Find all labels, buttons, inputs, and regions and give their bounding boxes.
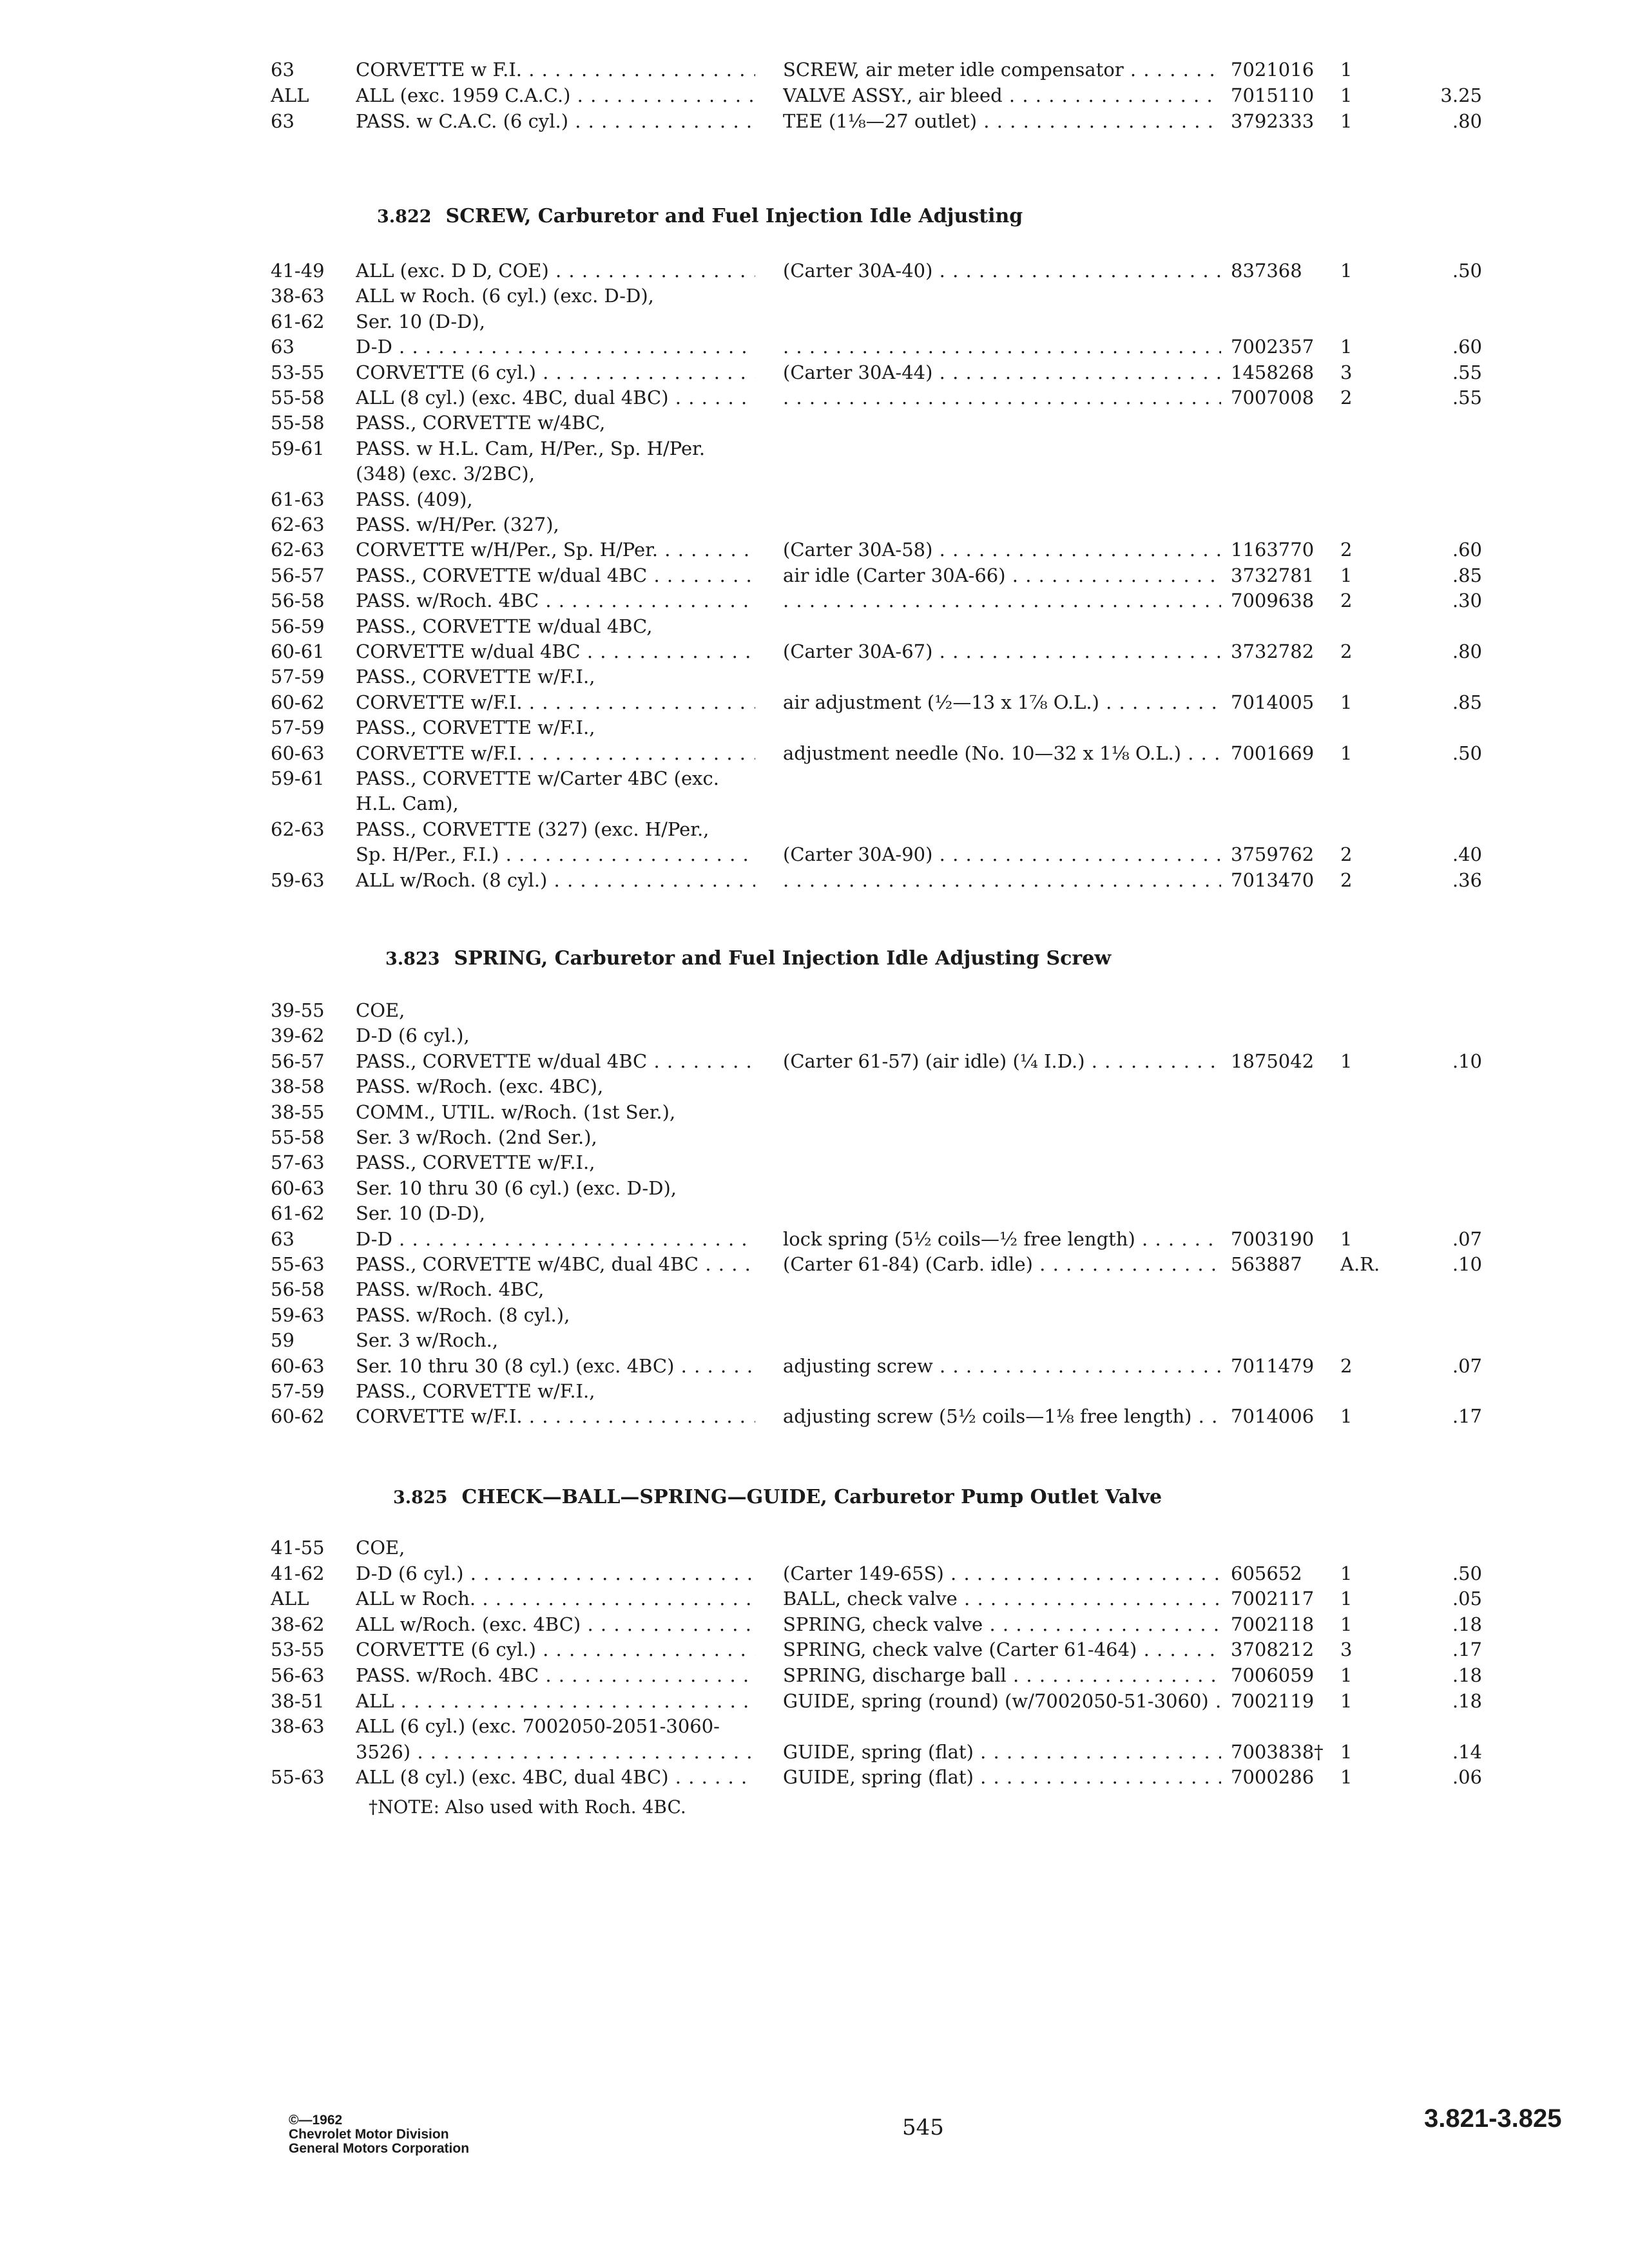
- table-row: [0, 562, 1629, 588]
- description-cell: (Carter 30A-44) . . .: [783, 360, 1221, 385]
- table-row: [0, 791, 1629, 816]
- quantity-cell: 1: [1340, 110, 1353, 132]
- table-row: [0, 997, 1629, 1023]
- quantity-cell: 1: [1340, 1588, 1353, 1610]
- part-number-cell: 7006059: [1231, 1664, 1315, 1686]
- quantity-cell: 2: [1340, 387, 1353, 408]
- quantity-cell: 1: [1340, 1689, 1353, 1712]
- description-cell: [783, 588, 1221, 613]
- part-number-cell: 1458268: [1231, 361, 1315, 383]
- years-cell: 63: [271, 59, 294, 81]
- application-cell: PASS. w/Roch. 4BC,: [356, 1278, 545, 1301]
- quantity-cell: 2: [1340, 1354, 1353, 1377]
- description-cell: (Carter 30A-58) . . .: [783, 537, 1221, 562]
- part-number-cell: 7014005: [1231, 691, 1315, 713]
- description-cell: adjusting screw . . .: [783, 1353, 1221, 1379]
- quantity-cell: 1: [1340, 691, 1353, 713]
- section-title: SPRING, Carburetor and Fuel Injection Idle Adjusting Screw: [454, 947, 1112, 970]
- part-number-cell: 605652: [1231, 1562, 1302, 1584]
- section-heading: [377, 205, 1023, 227]
- table-row: [0, 360, 1629, 385]
- years-cell: 38-62: [271, 1613, 325, 1635]
- quantity-cell: 2: [1340, 640, 1353, 662]
- table-row: [0, 816, 1629, 842]
- price-cell: .17: [1452, 1405, 1482, 1428]
- table-row: [0, 436, 1629, 461]
- table-row: [0, 1662, 1629, 1688]
- years-cell: 56-59: [271, 615, 325, 637]
- quantity-cell: 2: [1340, 869, 1353, 891]
- years-cell: 56-57: [271, 1050, 325, 1072]
- application-cell: D-D . . .: [356, 1226, 755, 1252]
- price-cell: .10: [1452, 1253, 1482, 1275]
- application-cell: H.L. Cam),: [356, 793, 459, 815]
- years-cell: 61-62: [271, 310, 325, 332]
- table-row: [0, 1561, 1629, 1586]
- application-cell: PASS., CORVETTE w/F.I.,: [356, 716, 595, 739]
- table-row: [0, 1149, 1629, 1175]
- application-cell: PASS., CORVETTE w/dual 4BC,: [356, 615, 653, 637]
- section-number: 3.822: [377, 207, 432, 227]
- application-cell: D-D . . .: [356, 334, 755, 360]
- application-cell: ALL w Roch. (6 cyl.) (exc. D-D),: [356, 285, 654, 307]
- section-range: 3.821-3.825: [1424, 2104, 1562, 2133]
- application-cell: Ser. 10 thru 30 (8 cyl.) (exc. 4BC) . . .: [356, 1353, 755, 1379]
- price-cell: .17: [1452, 1639, 1482, 1661]
- description-cell: (Carter 61-84) (Carb. idle) . . .: [783, 1251, 1221, 1277]
- table-row: [0, 1175, 1629, 1201]
- price-cell: .55: [1452, 387, 1482, 408]
- quantity-cell: 3: [1340, 1639, 1353, 1661]
- application-cell: ALL w/Roch. (8 cyl.) . . .: [356, 867, 755, 893]
- table-row: [0, 537, 1629, 562]
- description-cell: VALVE ASSY., air bleed . . .: [783, 82, 1221, 108]
- price-cell: .40: [1452, 843, 1482, 866]
- description-cell: BALL, check valve . . .: [783, 1586, 1221, 1611]
- years-cell: 62-63: [271, 818, 325, 840]
- application-cell: ALL (exc. 1959 C.A.C.) . . .: [356, 82, 755, 108]
- description-cell: (Carter 30A-90) . . .: [783, 841, 1221, 867]
- years-cell: 59-63: [271, 1303, 325, 1326]
- application-cell: PASS. w/Roch. 4BC . . .: [356, 588, 755, 613]
- description-cell: SPRING, discharge ball . . .: [783, 1662, 1221, 1688]
- years-cell: 62-63: [271, 539, 325, 561]
- years-cell: 38-63: [271, 285, 325, 307]
- part-number-cell: 3732782: [1231, 640, 1315, 662]
- quantity-cell: 1: [1340, 84, 1353, 106]
- corporation-name: General Motors Corporation: [289, 2141, 470, 2156]
- part-number-cell: 3792333: [1231, 110, 1315, 132]
- description-cell: air idle (Carter 30A-66) . . .: [783, 562, 1221, 588]
- table-row: [0, 1764, 1629, 1790]
- section-title: CHECK—BALL—SPRING—GUIDE, Carburetor Pump Outlet Valve: [461, 1486, 1162, 1508]
- application-cell: PASS., CORVETTE w/4BC, dual 4BC . . .: [356, 1251, 755, 1277]
- section-number: 3.825: [393, 1488, 448, 1508]
- description-cell: [783, 867, 1221, 893]
- price-cell: .85: [1452, 691, 1482, 713]
- footer-imprint: [289, 2113, 469, 2156]
- price-cell: .18: [1452, 1689, 1482, 1712]
- application-cell: Ser. 10 (D-D),: [356, 1202, 485, 1225]
- section-heading: [385, 947, 1111, 970]
- application-cell: CORVETTE w/F.I. . . .: [356, 689, 755, 715]
- application-cell: PASS. (409),: [356, 488, 473, 510]
- years-cell: 41-55: [271, 1537, 325, 1559]
- part-number-cell: 7009638: [1231, 590, 1315, 612]
- table-row: [0, 1200, 1629, 1226]
- years-cell: 60-63: [271, 1177, 325, 1199]
- application-cell: PASS., CORVETTE w/dual 4BC . . .: [356, 562, 755, 588]
- years-cell: 56-57: [271, 564, 325, 586]
- application-cell: D-D (6 cyl.),: [356, 1024, 470, 1047]
- table-row: [0, 1378, 1629, 1404]
- application-cell: CORVETTE w/F.I. . . .: [356, 740, 755, 766]
- table-row: [0, 1073, 1629, 1099]
- price-cell: .36: [1452, 869, 1482, 891]
- description-cell: (Carter 30A-40) . . .: [783, 258, 1221, 284]
- price-cell: .06: [1452, 1766, 1482, 1789]
- table-row: [0, 765, 1629, 791]
- table-row: [0, 1251, 1629, 1277]
- application-cell: (348) (exc. 3/2BC),: [356, 463, 535, 485]
- description-cell: air adjustment (½—13 x 1⅞ O.L.) . . .: [783, 689, 1221, 715]
- application-cell: PASS., CORVETTE w/4BC,: [356, 412, 606, 434]
- application-cell: COE,: [356, 1537, 405, 1559]
- years-cell: 41-62: [271, 1562, 325, 1584]
- years-cell: 62-63: [271, 514, 325, 535]
- years-cell: 60-62: [271, 691, 325, 713]
- years-cell: 56-58: [271, 1278, 325, 1301]
- table-row: [0, 1226, 1629, 1252]
- table-row: [0, 1739, 1629, 1765]
- price-cell: .55: [1452, 361, 1482, 383]
- description-cell: [783, 385, 1221, 410]
- table-row: [0, 1302, 1629, 1328]
- part-number-cell: 7002119: [1231, 1689, 1315, 1712]
- years-cell: 63: [271, 110, 294, 132]
- table-row: [0, 410, 1629, 436]
- table-row: [0, 385, 1629, 410]
- footnote: †NOTE: Also used with Roch. 4BC.: [369, 1796, 686, 1818]
- price-cell: .85: [1452, 564, 1482, 586]
- table-row: [0, 309, 1629, 334]
- table-row: [0, 1327, 1629, 1353]
- years-cell: 38-63: [271, 1715, 325, 1738]
- application-cell: Ser. 10 thru 30 (6 cyl.) (exc. D-D),: [356, 1177, 677, 1199]
- application-cell: PASS., CORVETTE w/F.I.,: [356, 666, 595, 688]
- table-row: [0, 1535, 1629, 1561]
- years-cell: 55-58: [271, 1126, 325, 1148]
- description-cell: SCREW, air meter idle compensator . . .: [783, 57, 1221, 82]
- application-cell: PASS. w/Roch. 4BC . . .: [356, 1662, 755, 1688]
- application-cell: D-D (6 cyl.) . . .: [356, 1561, 755, 1586]
- description-cell: SPRING, check valve . . .: [783, 1611, 1221, 1637]
- application-cell: PASS. w C.A.C. (6 cyl.) . . .: [356, 108, 755, 134]
- application-cell: CORVETTE w F.I. . . .: [356, 57, 755, 82]
- years-cell: 53-55: [271, 361, 325, 383]
- part-number-cell: 7002117: [1231, 1588, 1315, 1610]
- application-cell: PASS. w/Roch. (exc. 4BC),: [356, 1075, 604, 1098]
- quantity-cell: 1: [1340, 1405, 1353, 1428]
- years-cell: 60-61: [271, 640, 325, 662]
- table-row: [0, 57, 1629, 82]
- part-number-cell: 1875042: [1231, 1050, 1315, 1072]
- table-row: [0, 1611, 1629, 1637]
- years-cell: 59-61: [271, 437, 325, 459]
- application-cell: CORVETTE w/dual 4BC . . .: [356, 639, 755, 664]
- quantity-cell: 1: [1340, 1613, 1353, 1635]
- table-row: [0, 664, 1629, 689]
- part-number-cell: 7014006: [1231, 1405, 1315, 1428]
- application-cell: PASS. w/H/Per. (327),: [356, 514, 559, 535]
- table-row: [0, 639, 1629, 664]
- price-cell: .50: [1452, 742, 1482, 764]
- years-cell: 57-59: [271, 666, 325, 688]
- years-cell: 60-62: [271, 1405, 325, 1428]
- application-cell: Sp. H/Per., F.I.) . . .: [356, 841, 755, 867]
- description-cell: (Carter 61-57) (air idle) (¼ I.D.) . . .: [783, 1048, 1221, 1074]
- part-number-cell: 7003190: [1231, 1227, 1315, 1250]
- price-cell: .14: [1452, 1740, 1482, 1763]
- quantity-cell: 2: [1340, 843, 1353, 866]
- part-number-cell: 3759762: [1231, 843, 1315, 866]
- part-number-cell: 7002357: [1231, 336, 1315, 358]
- quantity-cell: 1: [1340, 742, 1353, 764]
- part-number-cell: 1163770: [1231, 539, 1315, 561]
- part-number-cell: 7003838†: [1231, 1740, 1324, 1763]
- application-cell: ALL w/Roch. (exc. 4BC) . . .: [356, 1611, 755, 1637]
- application-cell: ALL (exc. D D, COE) . . .: [356, 258, 755, 284]
- table-row: [0, 1688, 1629, 1714]
- application-cell: ALL . . .: [356, 1688, 755, 1714]
- table-row: [0, 689, 1629, 715]
- quantity-cell: 1: [1340, 1766, 1353, 1789]
- quantity-cell: 1: [1340, 1664, 1353, 1686]
- years-cell: 38-58: [271, 1075, 325, 1098]
- table-row: [0, 1276, 1629, 1302]
- table-row: [0, 715, 1629, 740]
- years-cell: 38-55: [271, 1100, 325, 1123]
- part-number-cell: 3708212: [1231, 1639, 1315, 1661]
- part-number-cell: 563887: [1231, 1253, 1302, 1275]
- years-cell: 60-63: [271, 742, 325, 764]
- part-number-cell: 7007008: [1231, 387, 1315, 408]
- quantity-cell: 1: [1340, 1227, 1353, 1250]
- application-cell: CORVETTE (6 cyl.) . . .: [356, 1637, 755, 1662]
- price-cell: .80: [1452, 110, 1482, 132]
- table-row: [0, 1637, 1629, 1662]
- part-number-cell: 837368: [1231, 260, 1302, 282]
- price-cell: .07: [1452, 1354, 1482, 1377]
- description-cell: lock spring (5½ coils—½ free length) . . .: [783, 1226, 1221, 1252]
- application-cell: PASS., CORVETTE w/dual 4BC . . .: [356, 1048, 755, 1074]
- section-title: SCREW, Carburetor and Fuel Injection Idle Adjusting: [445, 205, 1023, 227]
- price-cell: .60: [1452, 539, 1482, 561]
- application-cell: CORVETTE w/H/Per., Sp. H/Per. . . .: [356, 537, 755, 562]
- section-number: 3.823: [385, 949, 440, 969]
- years-cell: 56-63: [271, 1664, 325, 1686]
- application-cell: COMM., UTIL. w/Roch. (1st Ser.),: [356, 1100, 676, 1123]
- quantity-cell: 2: [1340, 539, 1353, 561]
- description-cell: SPRING, check valve (Carter 61-464) . . .: [783, 1637, 1221, 1662]
- table-row: [0, 1023, 1629, 1048]
- table-row: [0, 1048, 1629, 1074]
- table-row: [0, 1099, 1629, 1125]
- description-cell: GUIDE, spring (flat) . . .: [783, 1764, 1221, 1790]
- table-row: [0, 588, 1629, 613]
- description-cell: GUIDE, spring (round) (w/7002050-51-3060) . . .: [783, 1688, 1221, 1714]
- copyright: ©—1962: [289, 2113, 343, 2128]
- part-number-cell: 7011479: [1231, 1354, 1315, 1377]
- table-row: [0, 486, 1629, 512]
- years-cell: 57-63: [271, 1151, 325, 1174]
- years-cell: 39-62: [271, 1024, 325, 1047]
- table-row: [0, 1713, 1629, 1739]
- years-cell: 59-63: [271, 869, 325, 891]
- part-number-cell: 7021016: [1231, 59, 1315, 81]
- part-number-cell: 7000286: [1231, 1766, 1315, 1789]
- table-row: [0, 841, 1629, 867]
- quantity-cell: 1: [1340, 336, 1353, 358]
- application-cell: CORVETTE w/F.I. . . .: [356, 1403, 755, 1429]
- quantity-cell: 1: [1340, 260, 1353, 282]
- table-row: [0, 512, 1629, 537]
- years-cell: 53-55: [271, 1639, 325, 1661]
- quantity-cell: 2: [1340, 590, 1353, 612]
- part-number-cell: 7001669: [1231, 742, 1315, 764]
- years-cell: 55-63: [271, 1253, 325, 1275]
- application-cell: PASS., CORVETTE (327) (exc. H/Per.,: [356, 818, 709, 840]
- description-cell: adjustment needle (No. 10—32 x 1⅛ O.L.) . . .: [783, 740, 1221, 766]
- years-cell: 57-59: [271, 716, 325, 739]
- application-cell: Ser. 3 w/Roch. (2nd Ser.),: [356, 1126, 597, 1148]
- years-cell: ALL: [271, 84, 309, 106]
- years-cell: 61-63: [271, 488, 325, 510]
- years-cell: 63: [271, 336, 294, 358]
- years-cell: 38-51: [271, 1689, 325, 1712]
- years-cell: 41-49: [271, 260, 325, 282]
- table-row: [0, 258, 1629, 284]
- table-row: [0, 740, 1629, 766]
- years-cell: ALL: [271, 1588, 309, 1610]
- quantity-cell: 1: [1340, 59, 1353, 81]
- quantity-cell: 1: [1340, 1050, 1353, 1072]
- quantity-cell: 1: [1340, 1740, 1353, 1763]
- price-cell: .80: [1452, 640, 1482, 662]
- years-cell: 55-63: [271, 1766, 325, 1789]
- years-cell: 63: [271, 1227, 294, 1250]
- table-row: [0, 1403, 1629, 1429]
- table-row: [0, 1124, 1629, 1150]
- years-cell: 55-58: [271, 412, 325, 434]
- application-cell: 3526) . . .: [356, 1739, 755, 1765]
- years-cell: 61-62: [271, 1202, 325, 1225]
- table-row: [0, 613, 1629, 639]
- application-cell: COE,: [356, 999, 405, 1021]
- quantity-cell: A.R.: [1340, 1253, 1380, 1275]
- table-row: [0, 1586, 1629, 1611]
- table-row: [0, 461, 1629, 486]
- table-row: [0, 1353, 1629, 1379]
- quantity-cell: 1: [1340, 1562, 1353, 1584]
- application-cell: ALL (8 cyl.) (exc. 4BC, dual 4BC) . . .: [356, 385, 755, 410]
- application-cell: PASS. w/Roch. (8 cyl.),: [356, 1303, 570, 1326]
- price-cell: .05: [1452, 1588, 1482, 1610]
- application-cell: PASS., CORVETTE w/F.I.,: [356, 1151, 595, 1174]
- years-cell: 55-58: [271, 387, 325, 408]
- table-row: [0, 867, 1629, 893]
- price-cell: .30: [1452, 590, 1482, 612]
- table-row: [0, 283, 1629, 309]
- application-cell: ALL (8 cyl.) (exc. 4BC, dual 4BC) . . .: [356, 1764, 755, 1790]
- quantity-cell: 3: [1340, 361, 1353, 383]
- price-cell: .50: [1452, 1562, 1482, 1584]
- price-cell: .60: [1452, 336, 1482, 358]
- quantity-cell: 1: [1340, 564, 1353, 586]
- years-cell: 59: [271, 1329, 294, 1352]
- description-cell: (Carter 149-65S) . . .: [783, 1561, 1221, 1586]
- part-number-cell: 7015110: [1231, 84, 1315, 106]
- application-cell: ALL w Roch. . . .: [356, 1586, 755, 1611]
- description-cell: GUIDE, spring (flat) . . .: [783, 1739, 1221, 1765]
- years-cell: 56-58: [271, 590, 325, 612]
- part-number-cell: 7013470: [1231, 869, 1315, 891]
- division-name: Chevrolet Motor Division: [289, 2127, 449, 2142]
- description-cell: TEE (1⅛—27 outlet) . . .: [783, 108, 1221, 134]
- table-row: [0, 82, 1629, 108]
- section-heading: [393, 1486, 1162, 1508]
- price-cell: 3.25: [1440, 84, 1482, 106]
- years-cell: 57-59: [271, 1380, 325, 1402]
- part-number-cell: 3732781: [1231, 564, 1315, 586]
- years-cell: 39-55: [271, 999, 325, 1021]
- application-cell: PASS., CORVETTE w/Carter 4BC (exc.: [356, 767, 719, 789]
- part-number-cell: 7002118: [1231, 1613, 1315, 1635]
- page-number: 545: [902, 2115, 944, 2140]
- application-cell: CORVETTE (6 cyl.) . . .: [356, 360, 755, 385]
- table-row: [0, 334, 1629, 360]
- years-cell: 59-61: [271, 767, 325, 789]
- description-cell: (Carter 30A-67) . . .: [783, 639, 1221, 664]
- application-cell: Ser. 3 w/Roch.,: [356, 1329, 499, 1352]
- application-cell: PASS., CORVETTE w/F.I.,: [356, 1380, 595, 1402]
- description-cell: adjusting screw (5½ coils—1⅛ free length) . . .: [783, 1403, 1221, 1429]
- years-cell: 60-63: [271, 1354, 325, 1377]
- price-cell: .07: [1452, 1227, 1482, 1250]
- price-cell: .10: [1452, 1050, 1482, 1072]
- application-cell: PASS. w H.L. Cam, H/Per., Sp. H/Per.: [356, 437, 706, 459]
- application-cell: ALL (6 cyl.) (exc. 7002050-2051-3060-: [356, 1715, 720, 1738]
- description-cell: [783, 334, 1221, 360]
- price-cell: .18: [1452, 1613, 1482, 1635]
- price-cell: .50: [1452, 260, 1482, 282]
- price-cell: .18: [1452, 1664, 1482, 1686]
- table-row: [0, 108, 1629, 134]
- application-cell: Ser. 10 (D-D),: [356, 310, 485, 332]
